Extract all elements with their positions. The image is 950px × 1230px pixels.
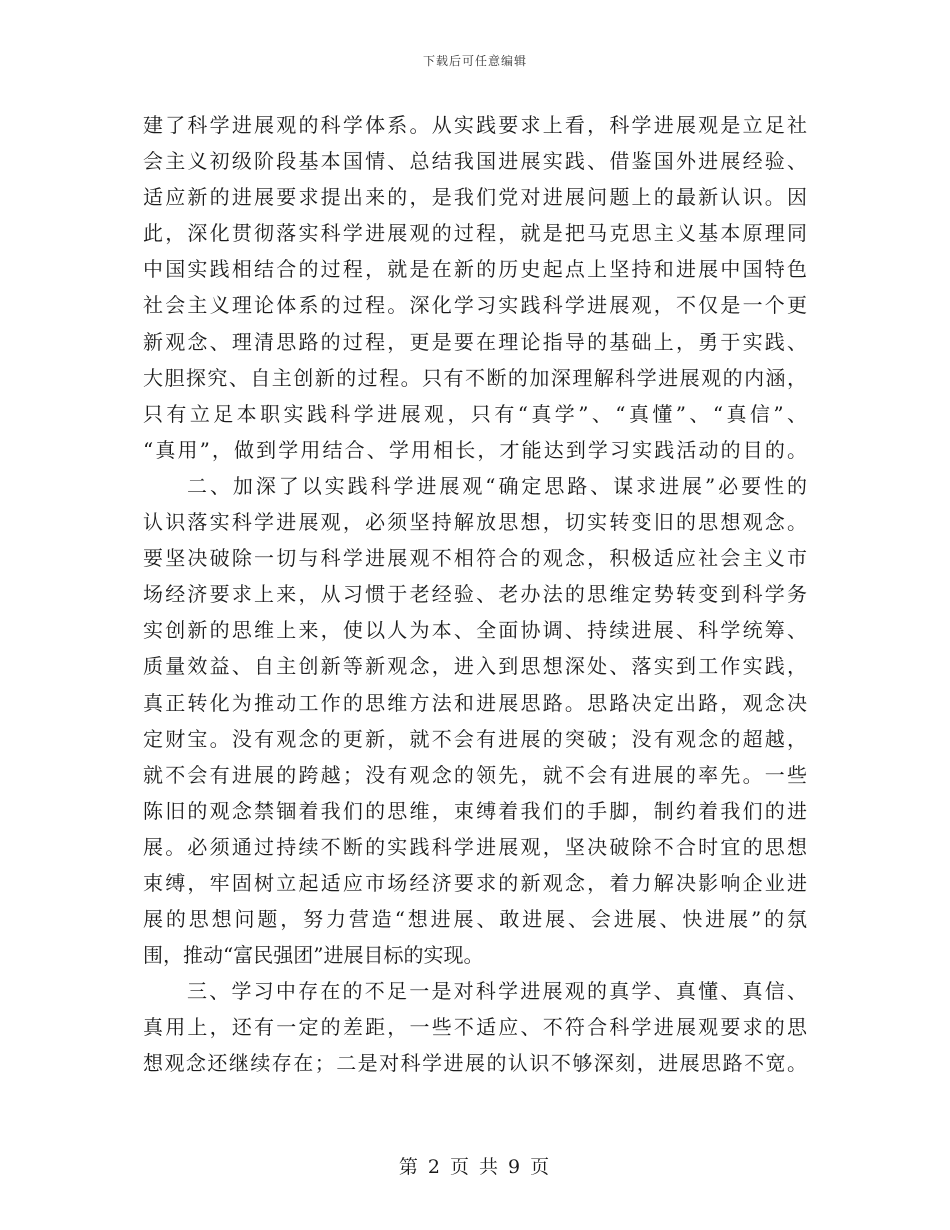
text-line: 实创新的思维上来，使以人为本、全面协调、持续进展、科学统筹、 bbox=[143, 618, 807, 643]
text-line: 陈旧的观念禁锢着我们的思维，束缚着我们的手脚，制约着我们的进 bbox=[143, 798, 807, 823]
document-body bbox=[143, 107, 807, 1082]
paragraph-heading-2: 二、加深了以实践科学进展观“确定思路、谋求进展”必要性的 bbox=[187, 473, 807, 498]
text-line: 会主义初级阶段基本国情、总结我国进展实践、借鉴国外进展经验、 bbox=[143, 149, 807, 174]
text-line: 定财宝。没有观念的更新，就不会有进展的突破；没有观念的超越， bbox=[143, 726, 807, 751]
text-line: 中国实践相结合的过程，就是在新的历史起点上坚持和进展中国特色 bbox=[143, 257, 807, 282]
text-line: 质量效益、自主创新等新观念，进入到思想深处、落实到工作实践， bbox=[143, 654, 807, 679]
text-line: 展的思想问题，努力营造“想进展、敢进展、会进展、快进展”的氛 bbox=[143, 907, 807, 932]
text-line: 要坚决破除一切与科学进展观不相符合的观念，积极适应社会主义市 bbox=[143, 546, 807, 571]
page-number-footer: 第 2 页 共 9 页 bbox=[398, 1156, 552, 1178]
text-line: 适应新的进展要求提出来的，是我们党对进展问题上的最新认识。因 bbox=[143, 185, 807, 210]
text-line: 建了科学进展观的科学体系。从实践要求上看，科学进展观是立足社 bbox=[143, 113, 807, 137]
text-line: 真用上，还有一定的差距，一些不适应、不符合科学进展观要求的思 bbox=[143, 1015, 807, 1040]
text-line: 就不会有进展的跨越；没有观念的领先，就不会有进展的率先。一些 bbox=[143, 762, 807, 787]
text-line: 围，推动“富民强团”进展目标的实现。 bbox=[143, 943, 484, 968]
text-line: 大胆探究、自主创新的过程。只有不断的加深理解科学进展观的内涵， bbox=[143, 365, 807, 390]
text-line: 想观念还继续存在；二是对科学进展的认识不够深刻，进展思路不宽。 bbox=[143, 1051, 807, 1076]
text-line: 束缚，牢固树立起适应市场经济要求的新观念，着力解决影响企业进 bbox=[143, 870, 807, 895]
text-line: 只有立足本职实践科学进展观，只有“真学”、“真懂”、“真信”、 bbox=[143, 401, 807, 426]
page-header: 下载后可任意编辑 bbox=[422, 54, 527, 68]
paragraph-heading-3: 三、学习中存在的不足一是对科学进展观的真学、真懂、真信、 bbox=[187, 979, 807, 1004]
text-line: 认识落实科学进展观，必须坚持解放思想，切实转变旧的思想观念。 bbox=[143, 510, 807, 535]
text-line: 此，深化贯彻落实科学进展观的过程，就是把马克思主义基本原理同 bbox=[143, 221, 807, 246]
text-line: 社会主义理论体系的过程。深化学习实践科学进展观，不仅是一个更 bbox=[143, 293, 807, 318]
text-line: “真用”，做到学用结合、学用相长，才能达到学习实践活动的目的。 bbox=[143, 437, 807, 462]
text-line: 真正转化为推动工作的思维方法和进展思路。思路决定出路，观念决 bbox=[143, 690, 807, 715]
text-line: 展。必须通过持续不断的实践科学进展观，坚决破除不合时宜的思想 bbox=[143, 834, 807, 859]
text-line: 新观念、理清思路的过程，更是要在理论指导的基础上，勇于实践、 bbox=[143, 329, 807, 354]
text-line: 场经济要求上来，从习惯于老经验、老办法的思维定势转变到科学务 bbox=[143, 582, 807, 607]
